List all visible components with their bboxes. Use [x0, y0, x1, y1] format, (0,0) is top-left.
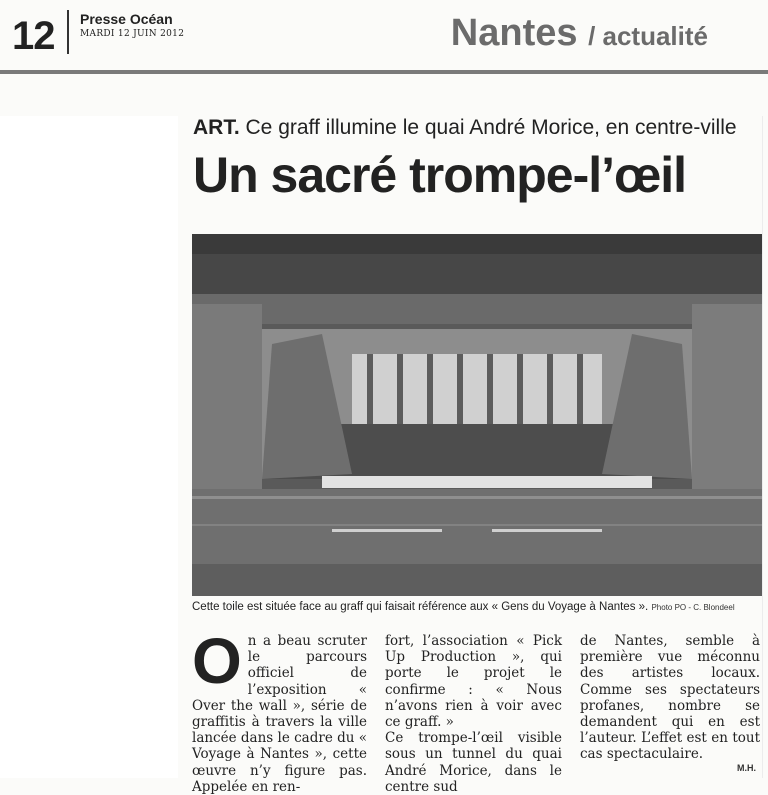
- section-title: [451, 12, 708, 55]
- kicker-text: Ce graff illumine le quai André Morice, en centre-ville: [245, 116, 737, 139]
- caption-text: Cette toile est située face au graff qui faisait référence aux « Gens du Voyage à Nantes ».: [192, 601, 649, 613]
- header-rule: [0, 70, 768, 74]
- tunnel-photo-illustration: [192, 234, 762, 596]
- body-column-2: [385, 633, 562, 795]
- author-signature: M.H.: [737, 763, 756, 773]
- column-1-text: n a beau scruter le parcours officiel de l’exposition « Over the wall », série de graffitis à travers la ville lancée dans le cadre du « Voyage à Nantes », cette œuvre n’y figure pas. Appelée en ren-: [192, 633, 367, 795]
- column-3-text: de Nantes, semble à première vue méconnu des artistes locaux. Comme ses spectateurs profanes, nombre se demandent qui en est l’auteur. L’effet est en tout cas spectaculaire.: [580, 633, 760, 763]
- article-headline: Un sacré trompe-l’œil: [193, 147, 686, 203]
- page-number: 12: [12, 14, 55, 58]
- kicker-label: ART.: [193, 116, 240, 139]
- column-2-paragraph-1: fort, l’association « Pick Up Production », qui porte le projet le confirme : « Nous n’avons rien à voir avec ce graff. »: [385, 633, 562, 731]
- header-divider: [67, 10, 69, 54]
- subsection-name: / actualité: [588, 21, 708, 51]
- photo-credit: Photo PO - C. Blondeel: [651, 603, 735, 612]
- column-2-paragraph-2: Ce trompe-l’œil visible sous un tunnel du quai André Morice, dans le centre sud: [385, 730, 562, 795]
- article-photo: [192, 234, 762, 596]
- publication-name: Presse Océan: [80, 11, 173, 27]
- photo-caption: [192, 601, 762, 613]
- publication-date: MARDI 12 JUIN 2012: [80, 29, 185, 39]
- section-name: Nantes: [450, 12, 578, 54]
- right-gutter: [762, 116, 763, 778]
- page-header: [0, 0, 768, 80]
- body-column-3: [580, 633, 760, 763]
- blank-margin: [0, 116, 178, 778]
- body-column-1: [192, 625, 367, 795]
- article-kicker: [193, 116, 763, 140]
- drop-cap: O: [192, 625, 242, 697]
